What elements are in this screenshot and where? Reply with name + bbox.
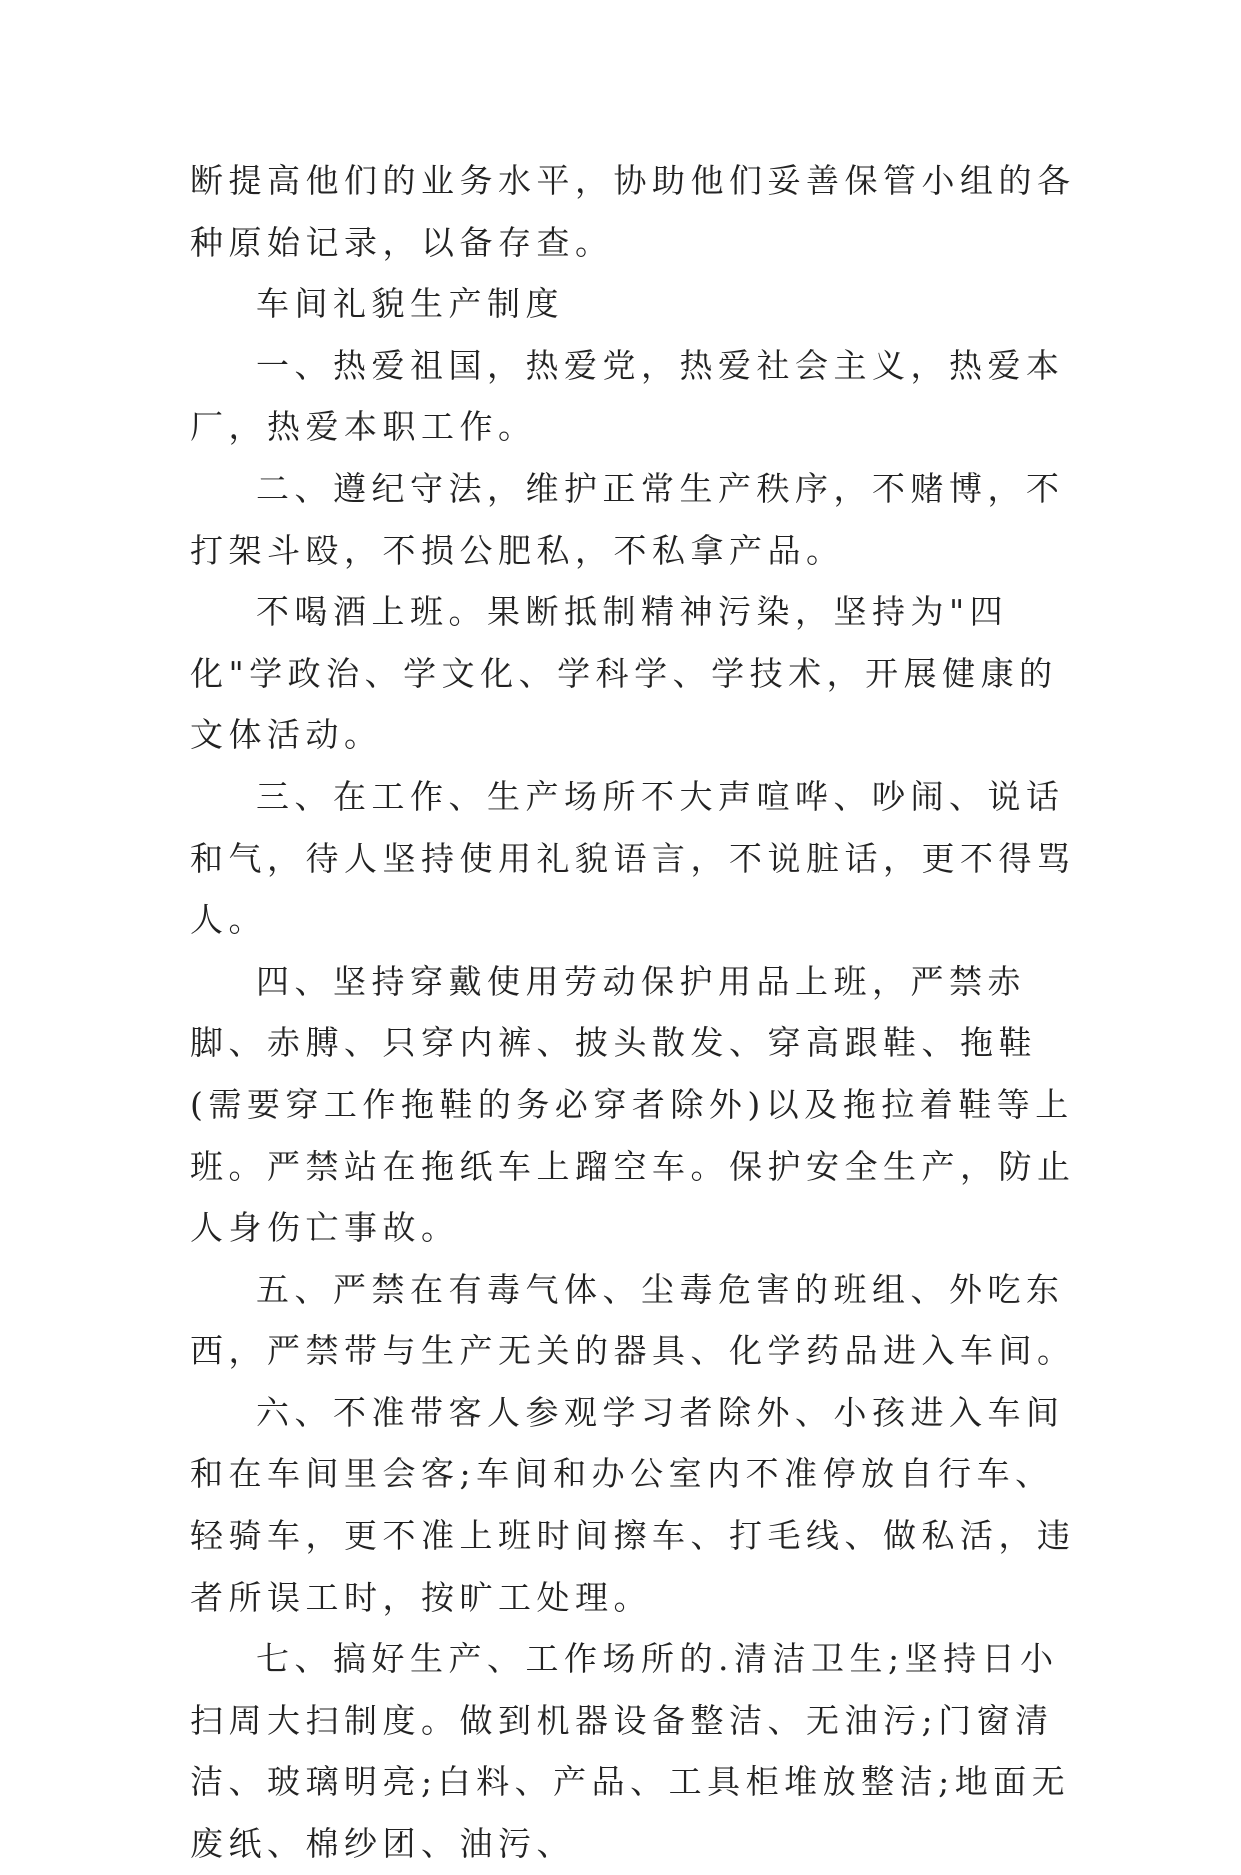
paragraph-continuation: 断提高他们的业务水平，协助他们妥善保管小组的各种原始记录，以备存查。 bbox=[190, 161, 1076, 262]
section-heading: 车间礼貌生产制度 bbox=[256, 284, 564, 324]
rule-item-2-continued: 不喝酒上班。果断抵制精神污染，坚持为"四化"学政治、学文化、学科学、学技术，开展健康的文体活动。 bbox=[190, 592, 1058, 755]
rule-item-3: 三、在工作、生产场所不大声喧哗、吵闹、说话和气，待人坚持使用礼貌语言，不说脏话，更不得骂人。 bbox=[190, 776, 1076, 940]
rule-item-5: 五、严禁在有毒气体、尘毒危害的班组、外吃东西，严禁带与生产无关的器具、化学药品进入车间。 bbox=[190, 1269, 1076, 1371]
rule-item-4: 四、坚持穿戴使用劳动保护用品上班，严禁赤脚、赤膊、只穿内裤、披头散发、穿高跟鞋、拖鞋(需要穿工作拖鞋的务必穿者除外)以及拖拉着鞋等上班。严禁站在拖纸车上蹓空车。保护安全生产，防止人身伤亡事故。 bbox=[190, 961, 1076, 1248]
rule-item-6: 六、不准带客人参观学习者除外、小孩进入车间和在车间里会客;车间和办公室内不准停放自行车、轻骑车，更不准上班时间擦车、打毛线、做私活，违者所误工时，按旷工处理。 bbox=[190, 1392, 1076, 1617]
document-body bbox=[190, 150, 1080, 1875]
rule-item-2: 二、遵纪守法，维护正常生产秩序，不赌博，不打架斗殴，不损公肥私，不私拿产品。 bbox=[190, 468, 1065, 570]
rule-item-1: 一、热爱祖国，热爱党，热爱社会主义，热爱本厂，热爱本职工作。 bbox=[190, 345, 1065, 447]
rule-item-7: 七、搞好生产、工作场所的.清洁卫生;坚持日小扫周大扫制度。做到机器设备整洁、无油污;门窗清洁、玻璃明亮;白料、产品、工具柜堆放整洁;地面无废纸、棉纱团、油污、 bbox=[190, 1639, 1071, 1864]
